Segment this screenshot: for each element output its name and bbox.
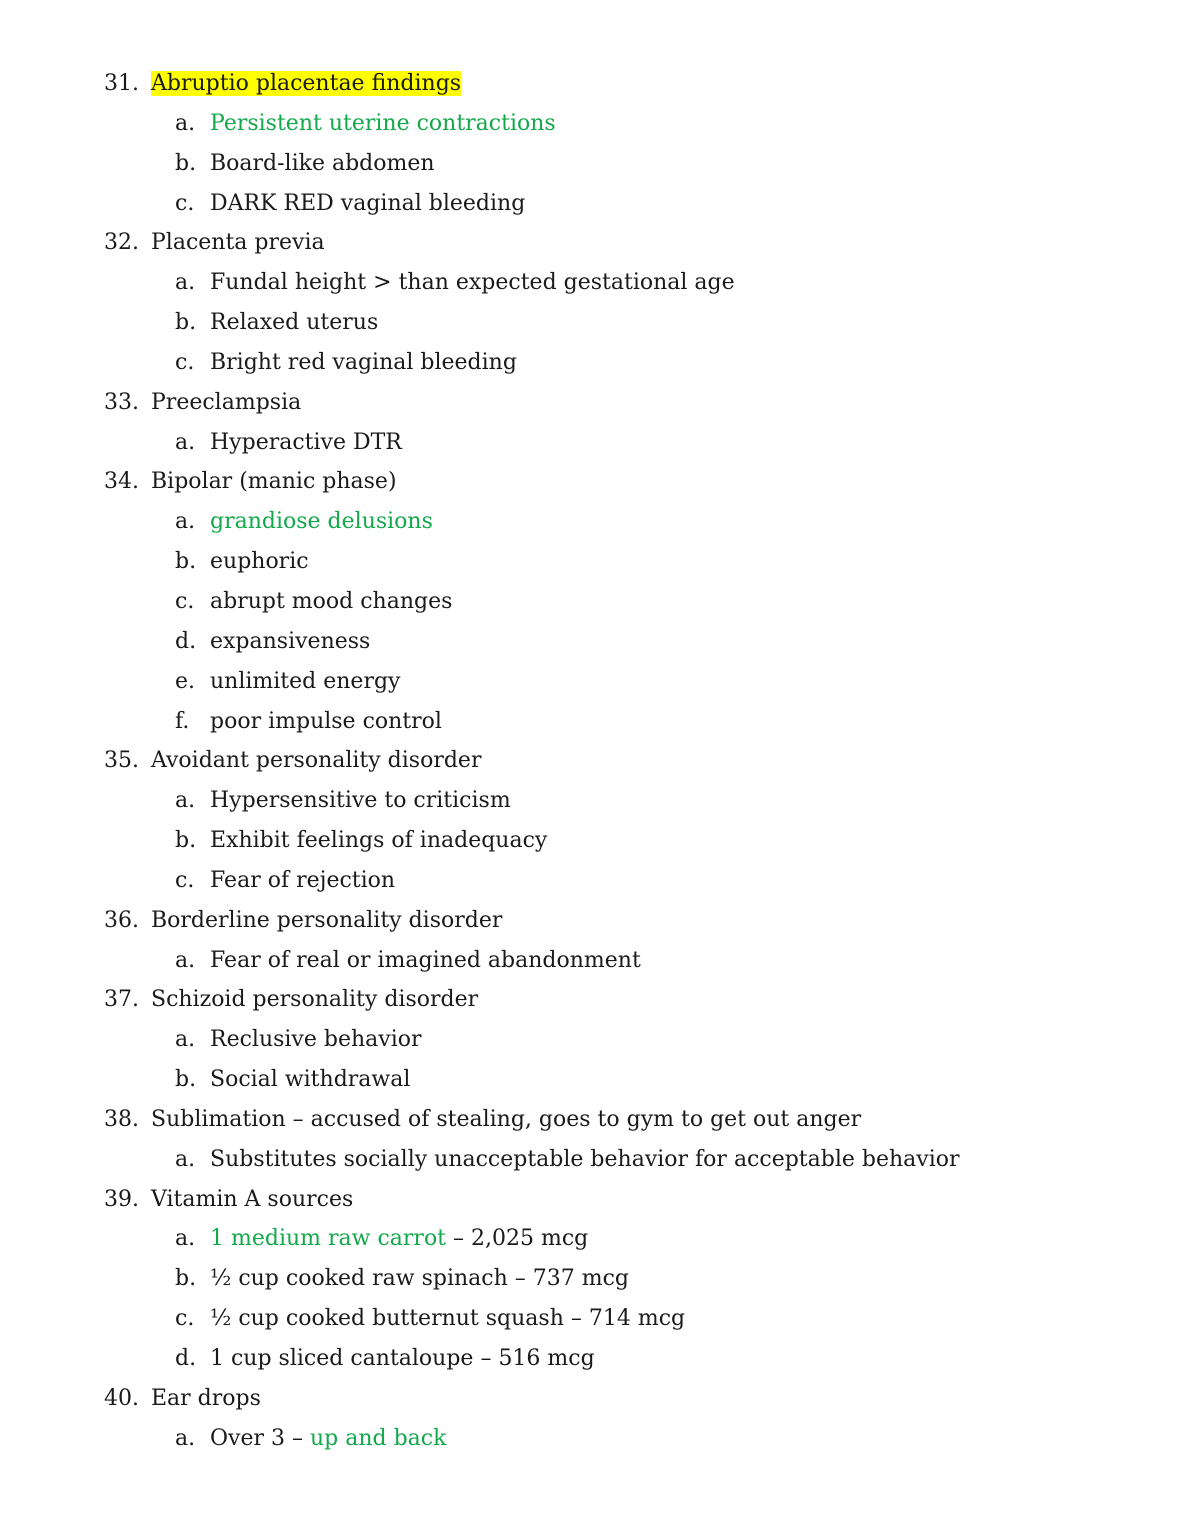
list-item — [0, 223, 1190, 263]
sub-list-item — [0, 821, 1190, 861]
list-item — [0, 64, 1190, 104]
sub-item-letter: c. — [175, 1306, 195, 1332]
list-item — [0, 462, 1190, 502]
list-item — [0, 1180, 1190, 1220]
text-segment: Social withdrawal — [210, 1067, 411, 1093]
text-segment: Fundal height > than expected gestational age — [210, 270, 735, 296]
sub-item-letter: d. — [175, 1346, 197, 1371]
sub-item-text — [210, 423, 402, 463]
sub-item-letter: a. — [175, 429, 196, 455]
text-segment: ½ cup cooked raw spinach – 737 mcg — [210, 1266, 629, 1292]
sub-item-letter: b. — [175, 549, 197, 575]
sub-item-text — [210, 781, 511, 821]
list-item — [0, 1379, 1190, 1419]
sub-item-text — [210, 1219, 588, 1259]
text-segment: Relaxed uterus — [210, 310, 379, 336]
sub-item-text — [210, 1140, 960, 1180]
text-segment: poor impulse control — [210, 708, 442, 734]
sub-item-letter: a. — [175, 1146, 196, 1172]
sub-list-item — [0, 1020, 1190, 1060]
sub-list-item — [0, 184, 1190, 224]
sub-list-item — [0, 662, 1190, 702]
text-segment: Fear of rejection — [210, 867, 396, 893]
sub-item-letter: e. — [175, 668, 196, 694]
sub-item-letter: c. — [175, 588, 195, 614]
sub-item-letter: b. — [175, 1266, 197, 1292]
sub-item-text — [210, 263, 735, 303]
sub-item-letter: a. — [175, 1425, 196, 1451]
sub-list-item — [0, 343, 1190, 383]
item-number: 33. — [104, 389, 139, 415]
item-heading: Ear drops — [151, 1385, 261, 1411]
text-segment: unlimited energy — [210, 668, 401, 694]
list-item — [0, 980, 1190, 1020]
text-segment: expansiveness — [210, 628, 371, 654]
sub-item-letter: c. — [175, 867, 195, 893]
list-item — [0, 741, 1190, 781]
sub-item-text — [210, 1299, 685, 1339]
highlighted-heading: Abruptio placentae findings — [151, 71, 462, 96]
item-number: 37. — [104, 987, 139, 1013]
sub-list-item — [0, 622, 1190, 662]
item-heading: Bipolar (manic phase) — [151, 469, 397, 495]
sub-item-letter: a. — [175, 509, 196, 535]
sub-item-text — [210, 343, 517, 383]
sub-item-letter: a. — [175, 270, 196, 296]
green-text-segment: up and back — [309, 1425, 447, 1451]
text-segment: Reclusive behavior — [210, 1027, 422, 1053]
sub-list-item — [0, 1259, 1190, 1299]
text-segment: euphoric — [210, 549, 309, 575]
sub-list-item — [0, 423, 1190, 463]
text-segment: Over 3 – — [210, 1425, 310, 1451]
sub-list-item — [0, 104, 1190, 144]
green-text-segment: grandiose delusions — [210, 509, 433, 535]
list-item — [0, 383, 1190, 423]
sub-item-text — [210, 104, 556, 144]
green-text-segment: 1 medium raw carrot — [210, 1226, 447, 1252]
sub-item-text — [210, 184, 525, 224]
text-segment: DARK RED vaginal bleeding — [210, 190, 526, 216]
item-heading: Preeclampsia — [151, 389, 302, 415]
sub-item-text — [210, 1259, 629, 1299]
sub-list-item — [0, 1140, 1190, 1180]
sub-item-letter: a. — [175, 110, 196, 136]
text-segment: Substitutes socially unacceptable behavior for acceptable behavior — [210, 1146, 960, 1172]
item-heading: Placenta previa — [151, 230, 325, 256]
sub-list-item — [0, 144, 1190, 184]
sub-list-item — [0, 941, 1190, 981]
sub-item-text — [210, 542, 309, 582]
item-number: 31. — [104, 71, 139, 96]
sub-item-text — [210, 1060, 410, 1100]
sub-list-item — [0, 861, 1190, 901]
sub-item-letter: b. — [175, 150, 197, 176]
text-segment: Bright red vaginal bleeding — [210, 349, 517, 375]
sub-item-text — [210, 144, 435, 184]
sub-list-item — [0, 1339, 1190, 1379]
list-item — [0, 1100, 1190, 1140]
sub-item-text — [210, 821, 547, 861]
item-heading: Schizoid personality disorder — [151, 987, 479, 1013]
sub-list-item — [0, 1299, 1190, 1339]
sub-item-letter: a. — [175, 947, 196, 973]
item-number: 40. — [104, 1385, 139, 1411]
sub-item-text — [210, 941, 641, 981]
document-page — [0, 64, 1190, 1459]
text-segment: Fear of real or imagined abandonment — [210, 947, 641, 973]
text-segment: Exhibit feelings of inadequacy — [210, 828, 548, 854]
text-segment: abrupt mood changes — [210, 588, 453, 614]
sub-item-text — [210, 702, 442, 742]
item-number: 38. — [104, 1106, 139, 1132]
sub-item-text — [210, 1419, 446, 1459]
sub-list-item — [0, 582, 1190, 622]
text-segment: 1 cup sliced cantaloupe – 516 mcg — [210, 1346, 595, 1371]
sub-list-item — [0, 1419, 1190, 1459]
sub-list-item — [0, 303, 1190, 343]
text-segment: Hypersensitive to criticism — [210, 788, 511, 814]
sub-item-letter: b. — [175, 828, 197, 854]
sub-item-letter: b. — [175, 1067, 197, 1093]
text-segment: Board-like abdomen — [210, 150, 435, 176]
sub-item-letter: a. — [175, 1027, 196, 1053]
sub-list-item — [0, 1219, 1190, 1259]
sub-list-item — [0, 1060, 1190, 1100]
sub-item-text — [210, 303, 378, 343]
sub-item-text — [210, 622, 370, 662]
sub-item-letter: a. — [175, 788, 196, 814]
sub-item-text — [210, 1020, 422, 1060]
item-heading: Vitamin A sources — [151, 1186, 354, 1212]
item-heading: Sublimation – accused of stealing, goes to gym to get out anger — [151, 1106, 862, 1132]
item-number: 34. — [104, 469, 139, 495]
sub-item-letter: c. — [175, 190, 195, 216]
list-item — [0, 901, 1190, 941]
sub-list-item — [0, 702, 1190, 742]
sub-list-item — [0, 781, 1190, 821]
sub-item-letter: b. — [175, 310, 197, 336]
text-segment: Hyperactive DTR — [210, 429, 402, 455]
item-number: 35. — [104, 748, 139, 774]
sub-item-text — [210, 1339, 595, 1379]
green-text-segment: Persistent uterine contractions — [210, 110, 556, 136]
item-number: 32. — [104, 230, 139, 256]
sub-list-item — [0, 502, 1190, 542]
item-number: 39. — [104, 1186, 139, 1212]
text-segment: ½ cup cooked butternut squash – 714 mcg — [210, 1306, 686, 1332]
sub-list-item — [0, 542, 1190, 582]
item-heading: Avoidant personality disorder — [151, 748, 482, 774]
sub-item-text — [210, 662, 400, 702]
text-segment: – 2,025 mcg — [446, 1226, 589, 1252]
item-heading: Borderline personality disorder — [151, 907, 503, 933]
sub-item-letter: c. — [175, 349, 195, 375]
item-number: 36. — [104, 907, 139, 933]
sub-item-letter: d. — [175, 628, 197, 654]
sub-item-text — [210, 582, 452, 622]
sub-item-text — [210, 861, 395, 901]
sub-item-letter: f. — [175, 708, 190, 734]
sub-item-letter: a. — [175, 1226, 196, 1252]
sub-list-item — [0, 263, 1190, 303]
sub-item-text — [210, 502, 433, 542]
